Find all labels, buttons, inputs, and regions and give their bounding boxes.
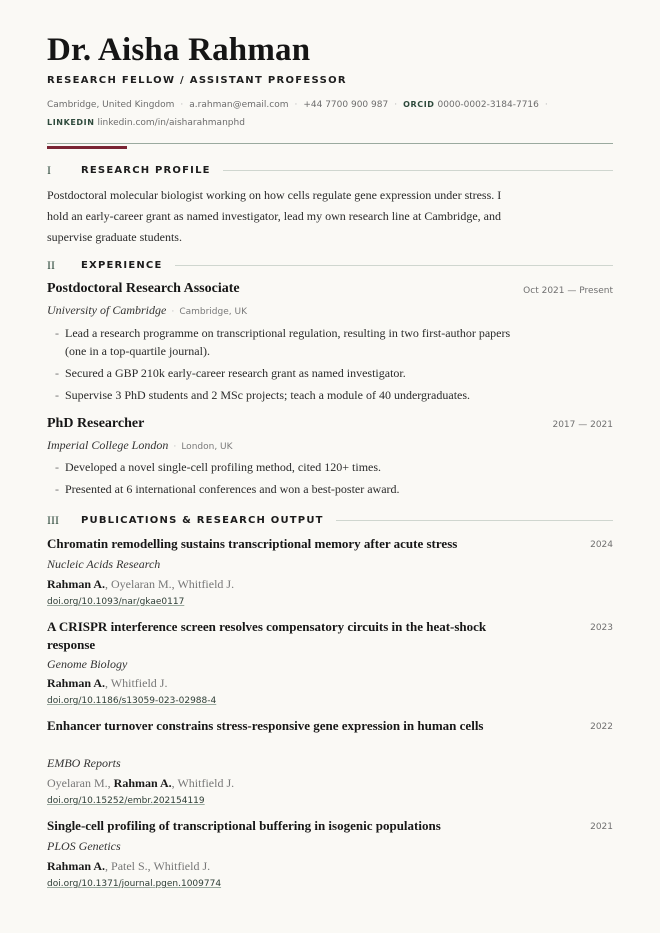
job-org-separator: ·	[173, 441, 177, 451]
author-self: Rahman A.	[47, 676, 106, 690]
job-bullet: - Secured a GBP 210k early-career research grant as named investigator.	[55, 364, 515, 382]
section-heading-experience	[47, 257, 613, 273]
publication-journal: PLOS Genetics	[47, 839, 121, 853]
section-title: EXPERIENCE	[81, 259, 163, 271]
contact-separator: ·	[544, 100, 548, 110]
contact-location: Cambridge, United Kingdom	[47, 100, 175, 110]
section-rule	[223, 170, 613, 171]
orcid-label: ORCID	[403, 100, 435, 109]
publication-authors	[47, 776, 234, 791]
publication-doi-link[interactable]: doi.org/10.15252/embr.202154119	[47, 796, 205, 806]
job-bullets	[55, 458, 515, 502]
job-bullets	[55, 324, 515, 408]
contact-separator: ·	[394, 100, 398, 110]
publication-title: Single-cell profiling of transcriptional buffering in isogenic populations	[47, 818, 441, 833]
publication-year: 2022	[590, 722, 613, 732]
publication-authors	[47, 577, 234, 592]
publication-doi-link[interactable]: doi.org/10.1186/s13059-023-02988-4	[47, 696, 217, 706]
linkedin-label: LINKEDIN	[47, 118, 95, 127]
publication-doi-link[interactable]: doi.org/10.1093/nar/gkae0117	[47, 597, 185, 607]
job-location: London, UK	[181, 442, 233, 452]
header-divider	[47, 143, 613, 144]
contact-phone[interactable]: +44 7700 900 987	[303, 100, 389, 110]
candidate-role: RESEARCH FELLOW / ASSISTANT PROFESSOR	[47, 75, 347, 86]
profile-summary: Postdoctoral molecular biologist working on how cells regulate gene expression under stress. I hold an early-career grant as named investigator, lead my own research line at Cambridge, and supervise graduate students.	[47, 188, 502, 244]
publication-journal: Nucleic Acids Research	[47, 557, 161, 571]
job-bullet: - Supervise 3 PhD students and 2 MSc projects; teach a module of 40 undergraduates.	[55, 386, 515, 404]
contact-line-2	[47, 118, 245, 128]
section-number: III	[47, 512, 59, 527]
authors-after: , Oyelaran M., Whitfield J.	[105, 577, 235, 591]
section-heading-publications	[47, 512, 613, 528]
contact-email[interactable]: a.rahman@email.com	[189, 100, 289, 110]
section-rule	[175, 265, 614, 266]
contact-orcid[interactable]: 0000-0002-3184-7716	[437, 100, 539, 110]
contact-line-1	[47, 100, 554, 110]
job-dates: Oct 2021 — Present	[523, 286, 613, 296]
publication-year: 2024	[590, 540, 613, 550]
publication-year: 2023	[590, 623, 613, 633]
publication-title: A CRISPR interference screen resolves compensatory circuits in the heat-shock response	[47, 619, 487, 652]
contact-separator: ·	[180, 100, 184, 110]
publication-authors	[47, 676, 167, 691]
job-bullet: - Presented at 6 international conferences and won a best-poster award.	[55, 480, 515, 498]
job-location: Cambridge, UK	[179, 307, 247, 317]
authors-after: , Patel S., Whitfield J.	[105, 859, 211, 873]
candidate-name: Dr. Aisha Rahman	[47, 32, 311, 68]
job-bullet: - Lead a research programme on transcriptional regulation, resulting in two first-author papers (one in a top-quartile journal).	[55, 324, 515, 360]
job-org-separator: ·	[171, 306, 175, 316]
publication-journal: EMBO Reports	[47, 756, 121, 770]
job-bullet: - Developed a novel single-cell profiling method, cited 120+ times.	[55, 458, 515, 476]
authors-after: , Whitfield J.	[105, 676, 168, 690]
section-heading-profile	[47, 162, 613, 178]
section-number: II	[47, 257, 55, 272]
job-title: Postdoctoral Research Associate	[47, 281, 240, 296]
authors-before: Oyelaran M.,	[47, 776, 114, 790]
job-dates: 2017 — 2021	[552, 420, 613, 430]
publication-doi-link[interactable]: doi.org/10.1371/journal.pgen.1009774	[47, 879, 222, 889]
job-organization	[47, 303, 247, 318]
job-org-name: University of Cambridge	[47, 303, 167, 317]
job-organization	[47, 438, 233, 453]
publication-title: Chromatin remodelling sustains transcriptional memory after acute stress	[47, 536, 458, 551]
section-rule	[336, 520, 613, 521]
authors-after: , Whitfield J.	[171, 776, 235, 790]
contact-separator: ·	[294, 100, 298, 110]
publication-authors	[47, 859, 210, 874]
section-title: RESEARCH PROFILE	[81, 164, 211, 176]
section-title: PUBLICATIONS & RESEARCH OUTPUT	[81, 514, 324, 526]
publication-journal: Genome Biology	[47, 657, 128, 671]
publication-year: 2021	[590, 822, 613, 832]
job-org-name: Imperial College London	[47, 438, 169, 452]
header-accent-bar	[47, 146, 127, 149]
author-self: Rahman A.	[47, 859, 106, 873]
author-self: Rahman A.	[47, 577, 106, 591]
job-title: PhD Researcher	[47, 416, 145, 431]
section-number: I	[47, 162, 51, 177]
contact-linkedin[interactable]: linkedin.com/in/aisharahmanphd	[97, 118, 245, 128]
author-self: Rahman A.	[113, 776, 172, 790]
publication-title: Enhancer turnover constrains stress-responsive gene expression in human cells	[47, 718, 484, 733]
